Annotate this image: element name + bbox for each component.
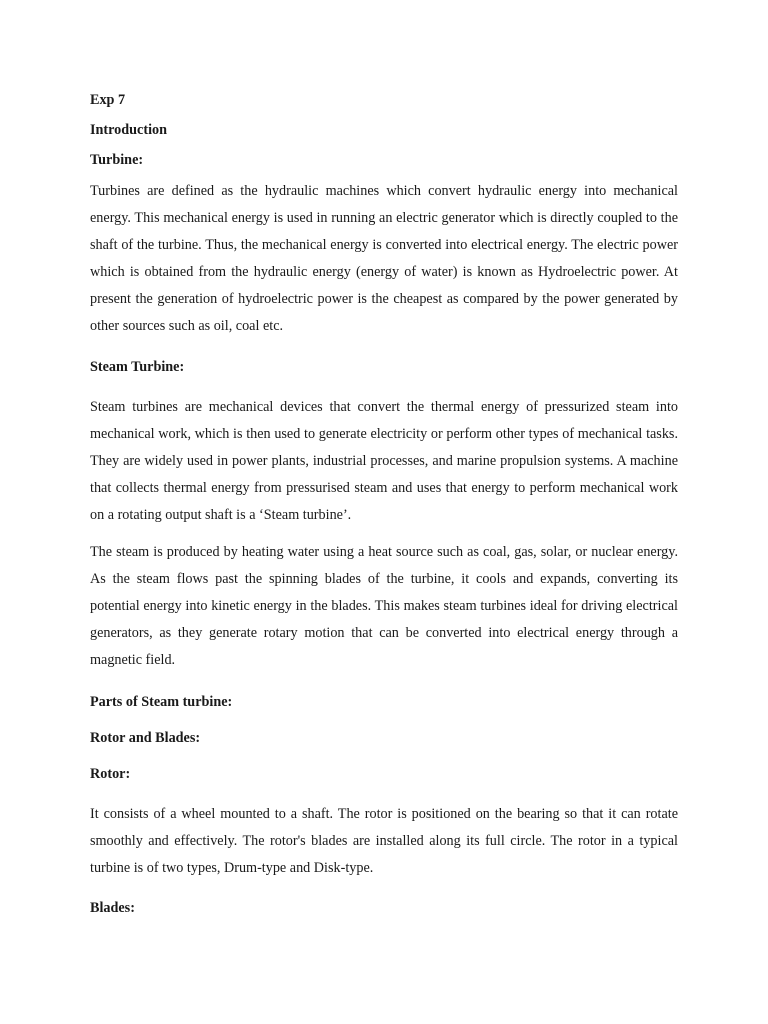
- rotor-paragraph: It consists of a wheel mounted to a shaft. The rotor is positioned on the bearing so that it can rotate smoothly and effectively. The rotor's blades are installed along its full circle. The rotor in a typical turbine is of two types, Drum-type and Disk-type.: [90, 806, 678, 876]
- rotor-heading: Rotor:: [90, 766, 131, 782]
- parts-heading: Parts of Steam turbine:: [90, 694, 233, 710]
- document-body: [90, 90, 678, 918]
- turbine-paragraph: Turbines are defined as the hydraulic machines which convert hydraulic energy into mechanical energy. This mechanical energy is used in running an electric generator which is directly coupled to the shaft of the turbine. Thus, the mechanical energy is converted into electrical energy. The electric power which is obtained from the hydraulic energy (energy of water) is known as Hydroelectric power. At present the generation of hydroelectric power is the cheapest as compared by the power generated by other sources such as oil, coal etc.: [90, 183, 678, 334]
- steam-turbine-paragraph-1: Steam turbines are mechanical devices that convert the thermal energy of pressurized steam into mechanical work, which is then used to generate electricity or perform other types of mechanical tasks. They are widely used in power plants, industrial processes, and marine propulsion systems. A machine that collects thermal energy from pressurised steam and uses that energy to perform mechanical work on a rotating output shaft is a ‘Steam turbine’.: [90, 399, 678, 523]
- steam-turbine-paragraph-2: The steam is produced by heating water using a heat source such as coal, gas, solar, or nuclear energy. As the steam flows past the spinning blades of the turbine, it cools and expands, converting its potential energy into kinetic energy in the blades. This makes steam turbines ideal for driving electrical generators, as they generate rotary motion that can be converted into electrical energy through a magnetic field.: [90, 544, 678, 668]
- blades-heading: Blades:: [90, 900, 135, 916]
- rotor-blades-heading: Rotor and Blades:: [90, 730, 201, 746]
- turbine-heading: Turbine:: [90, 152, 144, 168]
- steam-turbine-heading: Steam Turbine:: [90, 359, 185, 375]
- experiment-label: Exp 7: [90, 92, 126, 108]
- introduction-heading: Introduction: [90, 122, 167, 138]
